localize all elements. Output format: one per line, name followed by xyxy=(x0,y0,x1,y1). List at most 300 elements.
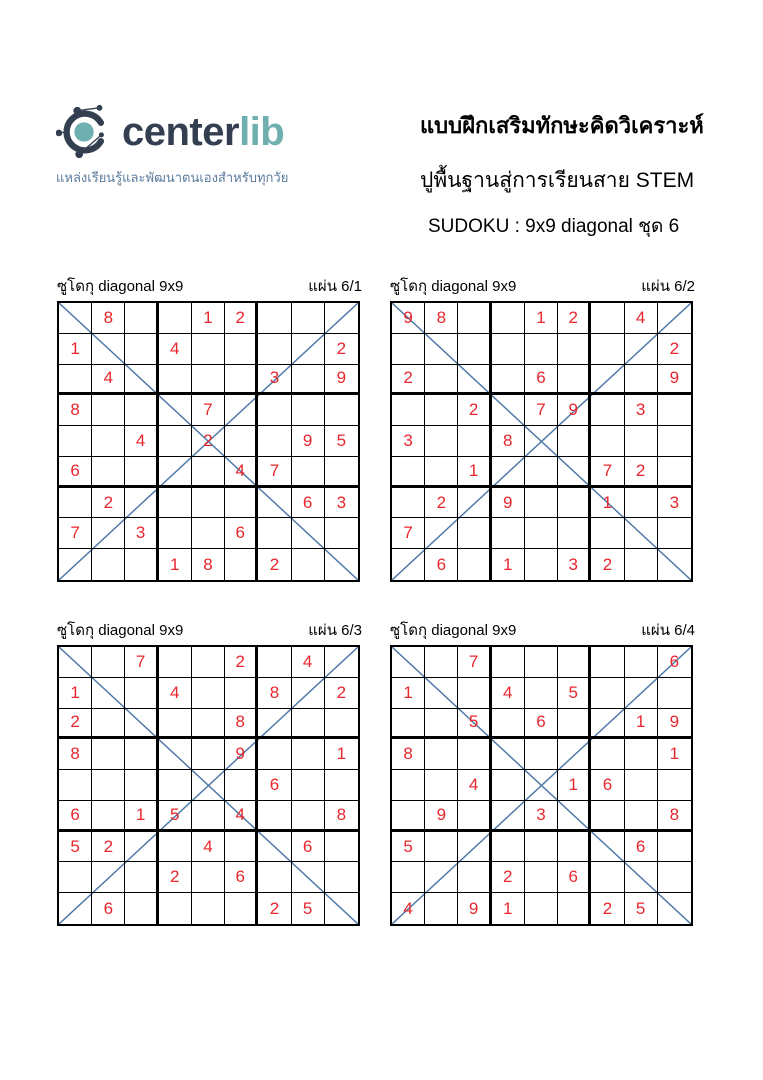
sudoku-cell: 5 xyxy=(325,426,358,457)
sudoku-cell xyxy=(125,862,158,893)
sudoku-cell: 7 xyxy=(59,518,92,549)
sudoku-cell: 6 xyxy=(425,549,458,580)
sudoku-cell xyxy=(425,709,458,740)
sudoku-cell xyxy=(92,739,125,770)
sudoku-cell xyxy=(392,801,425,832)
sudoku-cell xyxy=(258,801,291,832)
sudoku-cell xyxy=(258,647,291,678)
sudoku-cell: 7 xyxy=(458,647,491,678)
sudoku-cell: 1 xyxy=(159,549,192,580)
sudoku-cell xyxy=(458,426,491,457)
sudoku-cell: 8 xyxy=(258,678,291,709)
puzzle-sheet-6-4 xyxy=(390,618,697,926)
sudoku-cell xyxy=(258,862,291,893)
sudoku-cell xyxy=(225,770,258,801)
sudoku-cell xyxy=(558,365,591,396)
sudoku-cell: 1 xyxy=(325,739,358,770)
puzzle-sheet-number: แผ่น 6/3 xyxy=(308,622,362,639)
puzzle-title: ซูโดกุ diagonal 9x9 xyxy=(390,622,517,639)
sudoku-cell xyxy=(92,395,125,426)
sudoku-cell xyxy=(325,893,358,924)
sudoku-cell xyxy=(258,709,291,740)
sudoku-cell: 4 xyxy=(125,426,158,457)
sudoku-cell: 7 xyxy=(591,457,624,488)
sudoku-cell: 5 xyxy=(458,709,491,740)
sudoku-cell: 8 xyxy=(92,303,125,334)
sudoku-cell xyxy=(192,365,225,396)
sudoku-cell xyxy=(125,488,158,519)
sudoku-cell: 5 xyxy=(558,678,591,709)
sudoku-cell xyxy=(92,647,125,678)
sudoku-cell: 3 xyxy=(392,426,425,457)
sudoku-cell xyxy=(292,365,325,396)
sudoku-cell xyxy=(525,647,558,678)
sudoku-cell: 6 xyxy=(258,770,291,801)
worksheet-title-block xyxy=(420,108,704,241)
sudoku-cell xyxy=(192,647,225,678)
sudoku-cell xyxy=(591,647,624,678)
sudoku-board xyxy=(390,645,693,926)
sudoku-cell xyxy=(458,862,491,893)
sudoku-cell: 1 xyxy=(625,709,658,740)
sudoku-cell xyxy=(92,457,125,488)
sudoku-cell xyxy=(658,549,691,580)
sudoku-cell xyxy=(192,457,225,488)
sudoku-cell xyxy=(192,893,225,924)
sudoku-cell xyxy=(159,770,192,801)
sudoku-cell: 2 xyxy=(392,365,425,396)
sudoku-cell: 7 xyxy=(392,518,425,549)
sudoku-cell xyxy=(392,647,425,678)
sudoku-cell xyxy=(325,709,358,740)
sudoku-cell xyxy=(92,801,125,832)
sudoku-cell: 3 xyxy=(558,549,591,580)
sudoku-cell xyxy=(558,647,591,678)
sudoku-cell xyxy=(59,862,92,893)
sudoku-cell xyxy=(591,365,624,396)
sudoku-cell xyxy=(525,457,558,488)
sudoku-cell xyxy=(625,647,658,678)
sudoku-cell xyxy=(591,739,624,770)
sudoku-cell xyxy=(292,549,325,580)
sudoku-cell: 8 xyxy=(325,801,358,832)
sudoku-cell: 2 xyxy=(658,334,691,365)
sudoku-cell: 1 xyxy=(59,334,92,365)
sudoku-cell xyxy=(525,549,558,580)
sudoku-cell: 6 xyxy=(225,862,258,893)
sudoku-cell xyxy=(492,334,525,365)
sudoku-cell: 6 xyxy=(225,518,258,549)
sudoku-cell xyxy=(292,709,325,740)
sudoku-cell: 2 xyxy=(225,647,258,678)
sudoku-cell xyxy=(658,303,691,334)
sudoku-cell: 7 xyxy=(258,457,291,488)
sudoku-cell: 6 xyxy=(658,647,691,678)
sudoku-cell xyxy=(558,426,591,457)
sudoku-cell: 2 xyxy=(325,678,358,709)
sudoku-cell xyxy=(425,426,458,457)
sudoku-cell xyxy=(92,549,125,580)
cell-grid xyxy=(392,303,691,580)
sudoku-cell xyxy=(558,488,591,519)
sudoku-cell xyxy=(192,488,225,519)
sudoku-cell xyxy=(492,770,525,801)
sudoku-cell xyxy=(591,395,624,426)
sudoku-cell xyxy=(225,678,258,709)
sudoku-cell: 1 xyxy=(392,678,425,709)
puzzle-sheet-6-1 xyxy=(57,274,364,582)
sudoku-cell xyxy=(492,739,525,770)
sudoku-cell xyxy=(458,549,491,580)
puzzle-sheet-6-3 xyxy=(57,618,364,926)
sudoku-cell xyxy=(92,678,125,709)
sudoku-cell xyxy=(392,862,425,893)
sudoku-cell: 3 xyxy=(625,395,658,426)
sudoku-cell xyxy=(292,518,325,549)
sudoku-cell: 7 xyxy=(525,395,558,426)
sudoku-cell xyxy=(425,893,458,924)
sudoku-cell xyxy=(458,365,491,396)
sudoku-cell: 6 xyxy=(591,770,624,801)
sudoku-cell xyxy=(125,549,158,580)
sudoku-cell xyxy=(159,709,192,740)
sudoku-cell: 7 xyxy=(192,395,225,426)
sudoku-cell: 3 xyxy=(125,518,158,549)
sudoku-cell xyxy=(458,488,491,519)
sudoku-cell: 2 xyxy=(492,862,525,893)
sudoku-cell: 1 xyxy=(492,549,525,580)
sudoku-cell xyxy=(392,549,425,580)
sudoku-cell xyxy=(192,518,225,549)
sudoku-cell: 4 xyxy=(225,457,258,488)
sudoku-cell: 9 xyxy=(458,893,491,924)
sudoku-cell: 4 xyxy=(392,893,425,924)
worksheet-title-line1: แบบฝึกเสริมทักษะคิดวิเคราะห์ xyxy=(420,113,704,138)
sudoku-cell xyxy=(125,709,158,740)
brand-secondary-text: lib xyxy=(239,110,285,154)
sudoku-cell xyxy=(159,518,192,549)
sudoku-cell: 1 xyxy=(591,488,624,519)
sudoku-cell xyxy=(425,647,458,678)
sudoku-cell xyxy=(458,303,491,334)
sudoku-cell xyxy=(92,770,125,801)
sudoku-cell xyxy=(558,832,591,863)
sudoku-cell xyxy=(292,303,325,334)
worksheet-title-line2: ปูพื้นฐานสู่การเรียนสาย STEM xyxy=(420,169,695,192)
cell-grid xyxy=(59,647,358,924)
sudoku-cell xyxy=(392,488,425,519)
sudoku-cell xyxy=(258,426,291,457)
sudoku-cell xyxy=(525,832,558,863)
sudoku-cell xyxy=(292,862,325,893)
sudoku-cell xyxy=(658,395,691,426)
sudoku-cell xyxy=(59,303,92,334)
sudoku-cell: 6 xyxy=(292,488,325,519)
sudoku-cell xyxy=(192,334,225,365)
sudoku-cell: 5 xyxy=(59,832,92,863)
sudoku-cell xyxy=(325,395,358,426)
sudoku-cell xyxy=(425,365,458,396)
sudoku-cell xyxy=(125,457,158,488)
sudoku-cell xyxy=(591,334,624,365)
sudoku-cell: 9 xyxy=(658,365,691,396)
sudoku-cell xyxy=(59,893,92,924)
sudoku-cell xyxy=(425,832,458,863)
sudoku-cell xyxy=(225,334,258,365)
sudoku-cell: 2 xyxy=(425,488,458,519)
sudoku-cell xyxy=(59,549,92,580)
sudoku-cell xyxy=(192,770,225,801)
sudoku-cell: 9 xyxy=(658,709,691,740)
sudoku-cell xyxy=(492,832,525,863)
sudoku-cell xyxy=(525,862,558,893)
sudoku-cell xyxy=(425,334,458,365)
sudoku-cell: 2 xyxy=(325,334,358,365)
sudoku-cell: 9 xyxy=(325,365,358,396)
sudoku-cell xyxy=(59,488,92,519)
sudoku-cell xyxy=(325,457,358,488)
sudoku-cell: 6 xyxy=(625,832,658,863)
sudoku-cell xyxy=(625,365,658,396)
sudoku-cell xyxy=(458,518,491,549)
sudoku-cell xyxy=(558,518,591,549)
sudoku-cell: 3 xyxy=(658,488,691,519)
sudoku-cell xyxy=(625,426,658,457)
sudoku-cell xyxy=(591,518,624,549)
sudoku-cell: 2 xyxy=(159,862,192,893)
sudoku-cell xyxy=(558,334,591,365)
puzzle-sheet-number: แผ่น 6/1 xyxy=(308,278,362,295)
sudoku-cell xyxy=(192,801,225,832)
sudoku-cell xyxy=(159,457,192,488)
sudoku-cell xyxy=(258,518,291,549)
sudoku-cell xyxy=(492,709,525,740)
sudoku-cell: 4 xyxy=(225,801,258,832)
sudoku-cell xyxy=(425,518,458,549)
sudoku-cell: 6 xyxy=(92,893,125,924)
sudoku-cell xyxy=(658,770,691,801)
sudoku-cell xyxy=(325,862,358,893)
sudoku-cell: 2 xyxy=(92,488,125,519)
sudoku-cell: 8 xyxy=(425,303,458,334)
sudoku-cell xyxy=(192,709,225,740)
sudoku-cell xyxy=(525,518,558,549)
sudoku-cell xyxy=(225,365,258,396)
sudoku-cell xyxy=(458,801,491,832)
sudoku-cell: 2 xyxy=(258,549,291,580)
sudoku-cell xyxy=(125,739,158,770)
sudoku-cell xyxy=(125,395,158,426)
sudoku-cell: 9 xyxy=(392,303,425,334)
sudoku-cell xyxy=(458,678,491,709)
sudoku-cell xyxy=(325,832,358,863)
sudoku-cell xyxy=(125,334,158,365)
sudoku-board xyxy=(57,645,360,926)
sudoku-cell xyxy=(325,549,358,580)
sudoku-cell xyxy=(292,678,325,709)
puzzle-title: ซูโดกุ diagonal 9x9 xyxy=(390,278,517,295)
sudoku-cell: 1 xyxy=(525,303,558,334)
sudoku-cell: 4 xyxy=(159,334,192,365)
sudoku-cell: 5 xyxy=(625,893,658,924)
sudoku-cell: 1 xyxy=(492,893,525,924)
sudoku-cell xyxy=(325,303,358,334)
sudoku-cell xyxy=(658,893,691,924)
cell-grid xyxy=(392,647,691,924)
sudoku-cell: 3 xyxy=(325,488,358,519)
sudoku-cell xyxy=(458,334,491,365)
puzzle-sheet-number: แผ่น 6/2 xyxy=(641,278,695,295)
sudoku-cell xyxy=(525,678,558,709)
sudoku-cell: 4 xyxy=(458,770,491,801)
sudoku-cell xyxy=(525,893,558,924)
sudoku-cell xyxy=(392,457,425,488)
sudoku-cell xyxy=(59,426,92,457)
sudoku-cell: 8 xyxy=(658,801,691,832)
sudoku-cell: 1 xyxy=(59,678,92,709)
sudoku-cell xyxy=(392,395,425,426)
brand-tagline: แหล่งเรียนรู้และพัฒนาตนเองสำหรับทุกวัย xyxy=(56,170,289,185)
sudoku-cell xyxy=(159,426,192,457)
sudoku-cell xyxy=(492,303,525,334)
sudoku-cell xyxy=(159,365,192,396)
sudoku-cell xyxy=(258,334,291,365)
sudoku-cell xyxy=(292,801,325,832)
sudoku-cell xyxy=(258,739,291,770)
sudoku-cell xyxy=(591,801,624,832)
sudoku-cell xyxy=(492,457,525,488)
sudoku-cell: 6 xyxy=(59,457,92,488)
sudoku-cell xyxy=(258,832,291,863)
sudoku-cell: 4 xyxy=(92,365,125,396)
sudoku-cell xyxy=(625,801,658,832)
sudoku-cell: 2 xyxy=(558,303,591,334)
sudoku-cell: 5 xyxy=(392,832,425,863)
sudoku-cell xyxy=(425,457,458,488)
sudoku-cell xyxy=(525,334,558,365)
sudoku-cell xyxy=(258,303,291,334)
sudoku-cell xyxy=(492,395,525,426)
sudoku-cell: 5 xyxy=(159,801,192,832)
sudoku-cell xyxy=(59,365,92,396)
sudoku-cell xyxy=(125,832,158,863)
sudoku-cell: 4 xyxy=(192,832,225,863)
sudoku-cell xyxy=(425,862,458,893)
sudoku-cell xyxy=(192,862,225,893)
sudoku-cell xyxy=(59,770,92,801)
sudoku-cell: 4 xyxy=(292,647,325,678)
brand-primary-text: center xyxy=(122,110,240,154)
sudoku-cell xyxy=(159,395,192,426)
sudoku-cell xyxy=(492,365,525,396)
sudoku-cell: 9 xyxy=(225,739,258,770)
sudoku-cell xyxy=(658,832,691,863)
sudoku-cell xyxy=(292,739,325,770)
sudoku-cell xyxy=(225,395,258,426)
sudoku-cell xyxy=(292,395,325,426)
sudoku-cell xyxy=(325,770,358,801)
sudoku-cell xyxy=(92,862,125,893)
sudoku-cell xyxy=(225,832,258,863)
sudoku-cell xyxy=(292,457,325,488)
sudoku-cell: 3 xyxy=(525,801,558,832)
sudoku-cell xyxy=(225,426,258,457)
sudoku-cell xyxy=(258,395,291,426)
sudoku-cell xyxy=(558,801,591,832)
sudoku-cell: 2 xyxy=(625,457,658,488)
sudoku-cell xyxy=(392,770,425,801)
sudoku-cell xyxy=(658,426,691,457)
sudoku-cell: 2 xyxy=(591,549,624,580)
sudoku-cell: 9 xyxy=(492,488,525,519)
centerlib-logo-icon xyxy=(56,103,114,161)
puzzle-sheet-6-2 xyxy=(390,274,697,582)
sudoku-cell: 8 xyxy=(59,395,92,426)
sudoku-cell xyxy=(658,862,691,893)
sudoku-cell: 9 xyxy=(425,801,458,832)
logo-block xyxy=(56,103,288,188)
sudoku-cell xyxy=(425,739,458,770)
sudoku-cell xyxy=(159,647,192,678)
sudoku-cell xyxy=(425,770,458,801)
sudoku-cell xyxy=(125,770,158,801)
sudoku-cell xyxy=(625,739,658,770)
sudoku-cell xyxy=(159,303,192,334)
worksheet-title-line3: SUDOKU : 9x9 diagonal ชุด 6 xyxy=(428,216,680,237)
sudoku-cell xyxy=(92,518,125,549)
sudoku-cell: 2 xyxy=(192,426,225,457)
sudoku-cell xyxy=(558,457,591,488)
sudoku-cell xyxy=(392,709,425,740)
sudoku-cell xyxy=(558,709,591,740)
sudoku-cell xyxy=(458,739,491,770)
sudoku-cell xyxy=(159,893,192,924)
sudoku-cell xyxy=(325,518,358,549)
sudoku-cell xyxy=(325,647,358,678)
sudoku-cell xyxy=(625,862,658,893)
sudoku-cell xyxy=(591,709,624,740)
puzzle-sheet-number: แผ่น 6/4 xyxy=(641,622,695,639)
sudoku-cell: 4 xyxy=(159,678,192,709)
sudoku-cell xyxy=(125,678,158,709)
sudoku-cell: 6 xyxy=(558,862,591,893)
sudoku-cell xyxy=(625,488,658,519)
sudoku-cell: 9 xyxy=(292,426,325,457)
sudoku-cell xyxy=(192,678,225,709)
sudoku-cell xyxy=(525,739,558,770)
sudoku-cell: 8 xyxy=(392,739,425,770)
sudoku-cell xyxy=(591,862,624,893)
sudoku-cell xyxy=(292,334,325,365)
sudoku-cell xyxy=(258,488,291,519)
sudoku-cell xyxy=(292,770,325,801)
sudoku-cell: 2 xyxy=(92,832,125,863)
sudoku-cell xyxy=(625,770,658,801)
brand-wordmark xyxy=(122,112,284,152)
sudoku-cell xyxy=(492,801,525,832)
sudoku-cell xyxy=(625,549,658,580)
sudoku-cell xyxy=(159,832,192,863)
sudoku-board xyxy=(390,301,693,582)
sudoku-cell xyxy=(192,739,225,770)
sudoku-cell xyxy=(425,395,458,426)
sudoku-cell xyxy=(392,334,425,365)
sudoku-cell: 8 xyxy=(225,709,258,740)
puzzle-title: ซูโดกุ diagonal 9x9 xyxy=(57,622,184,639)
puzzle-title: ซูโดกุ diagonal 9x9 xyxy=(57,278,184,295)
sudoku-cell xyxy=(225,893,258,924)
sudoku-cell xyxy=(625,678,658,709)
